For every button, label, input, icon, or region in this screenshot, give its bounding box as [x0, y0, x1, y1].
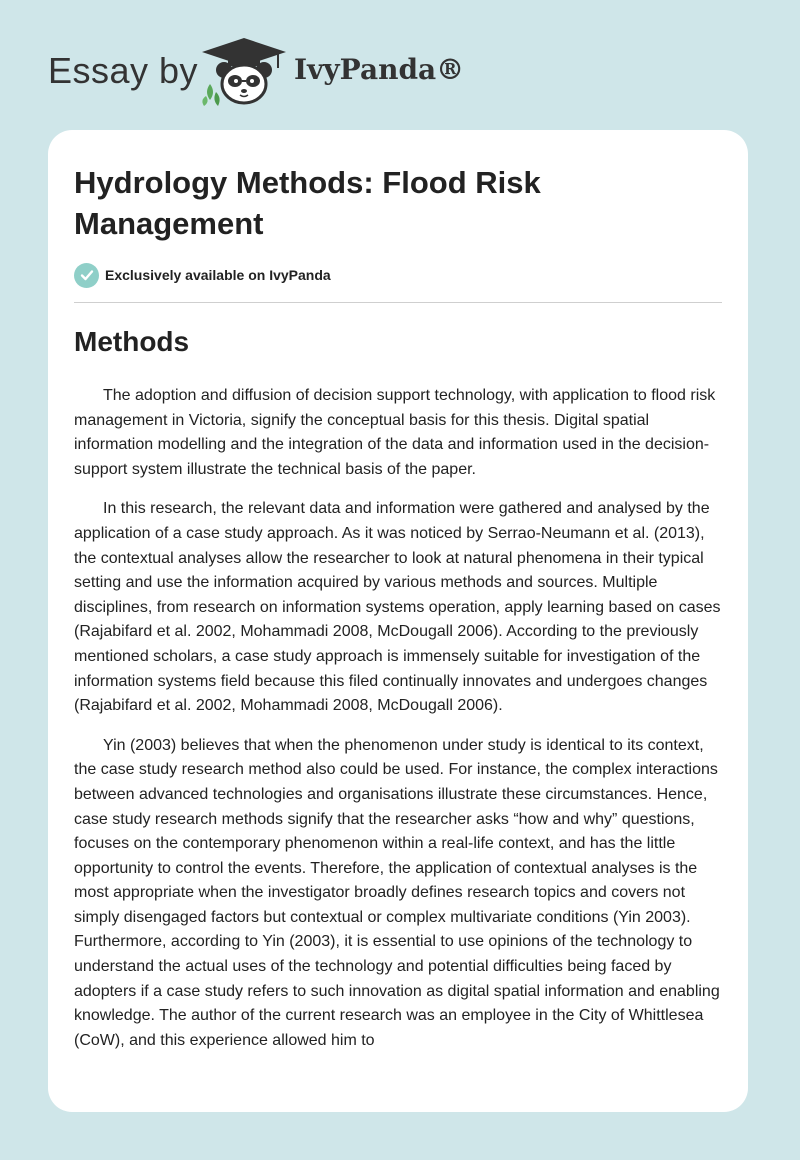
site-header: [0, 0, 800, 125]
panda-graduate-icon[interactable]: [198, 36, 290, 108]
paragraph: Yin (2003) believes that when the phenomenon under study is identical to its context, the case study research method also could be used. For instance, the complex interactions between advanced technologies and organisations illustrate these circumstances. Hence, case study research methods signify that the researcher asks “how and why” questions, focuses on the contemporary phenomenon within a real-life context, and has the little opportunity to control the events. Therefore, the application of contextual analyses is the most appropriate when the investigator broadly defines research topics and covers not simply disengaged factors but contextual or complex multivariate conditions (Yin 2003). Furthermore, according to Yin (2003), it is essential to use opinions of the technology to understand the actual uses of the technology and potential difficulties being faced by adopters if a case study refers to such innovation as digital spatial information and enabling knowledge. The author of the current research was an employee in the City of Whittlesea (CoW), and this experience allowed him to: [74, 736, 720, 1049]
badge-text: Exclusively available on IvyPanda: [105, 267, 331, 283]
page-title: Hydrology Methods: Flood Risk Management: [74, 165, 541, 241]
article-body: [74, 384, 724, 1068]
divider: [74, 302, 722, 303]
paragraph: The adoption and diffusion of decision support technology, with application to flood risk management in Victoria, signify the conceptual basis for this thesis. Digital spatial information modelling and the integration of the data and information used in the decision-support system illustrate the technical basis of the paper.: [74, 387, 716, 478]
article-card: [48, 130, 748, 1112]
essay-by-label: Essay by: [48, 50, 199, 91]
brand-name[interactable]: IvyPanda®: [294, 53, 465, 86]
section-heading: Methods: [74, 326, 190, 357]
paragraph: In this research, the relevant data and information were gathered and analysed by the application of a case study approach. As it was noticed by Serrao-Neumann et al. (2013), the contextual analyses allow the researcher to look at natural phenomena in their typical setting and use the information acquired by various methods and sources. Multiple disciplines, from research on information systems operation, apply learning based on cases (Rajabifard et al. 2002, Mohammadi 2008, McDougall 2006). According to the previously mentioned scholars, a case study approach is immensely suitable for investigation of the information systems field because this filed continually innovates and undergoes changes (Rajabifard et al. 2002, Mohammadi 2008, McDougall 2006).: [74, 500, 721, 715]
check-icon: [74, 263, 99, 288]
exclusive-badge: [74, 262, 331, 288]
